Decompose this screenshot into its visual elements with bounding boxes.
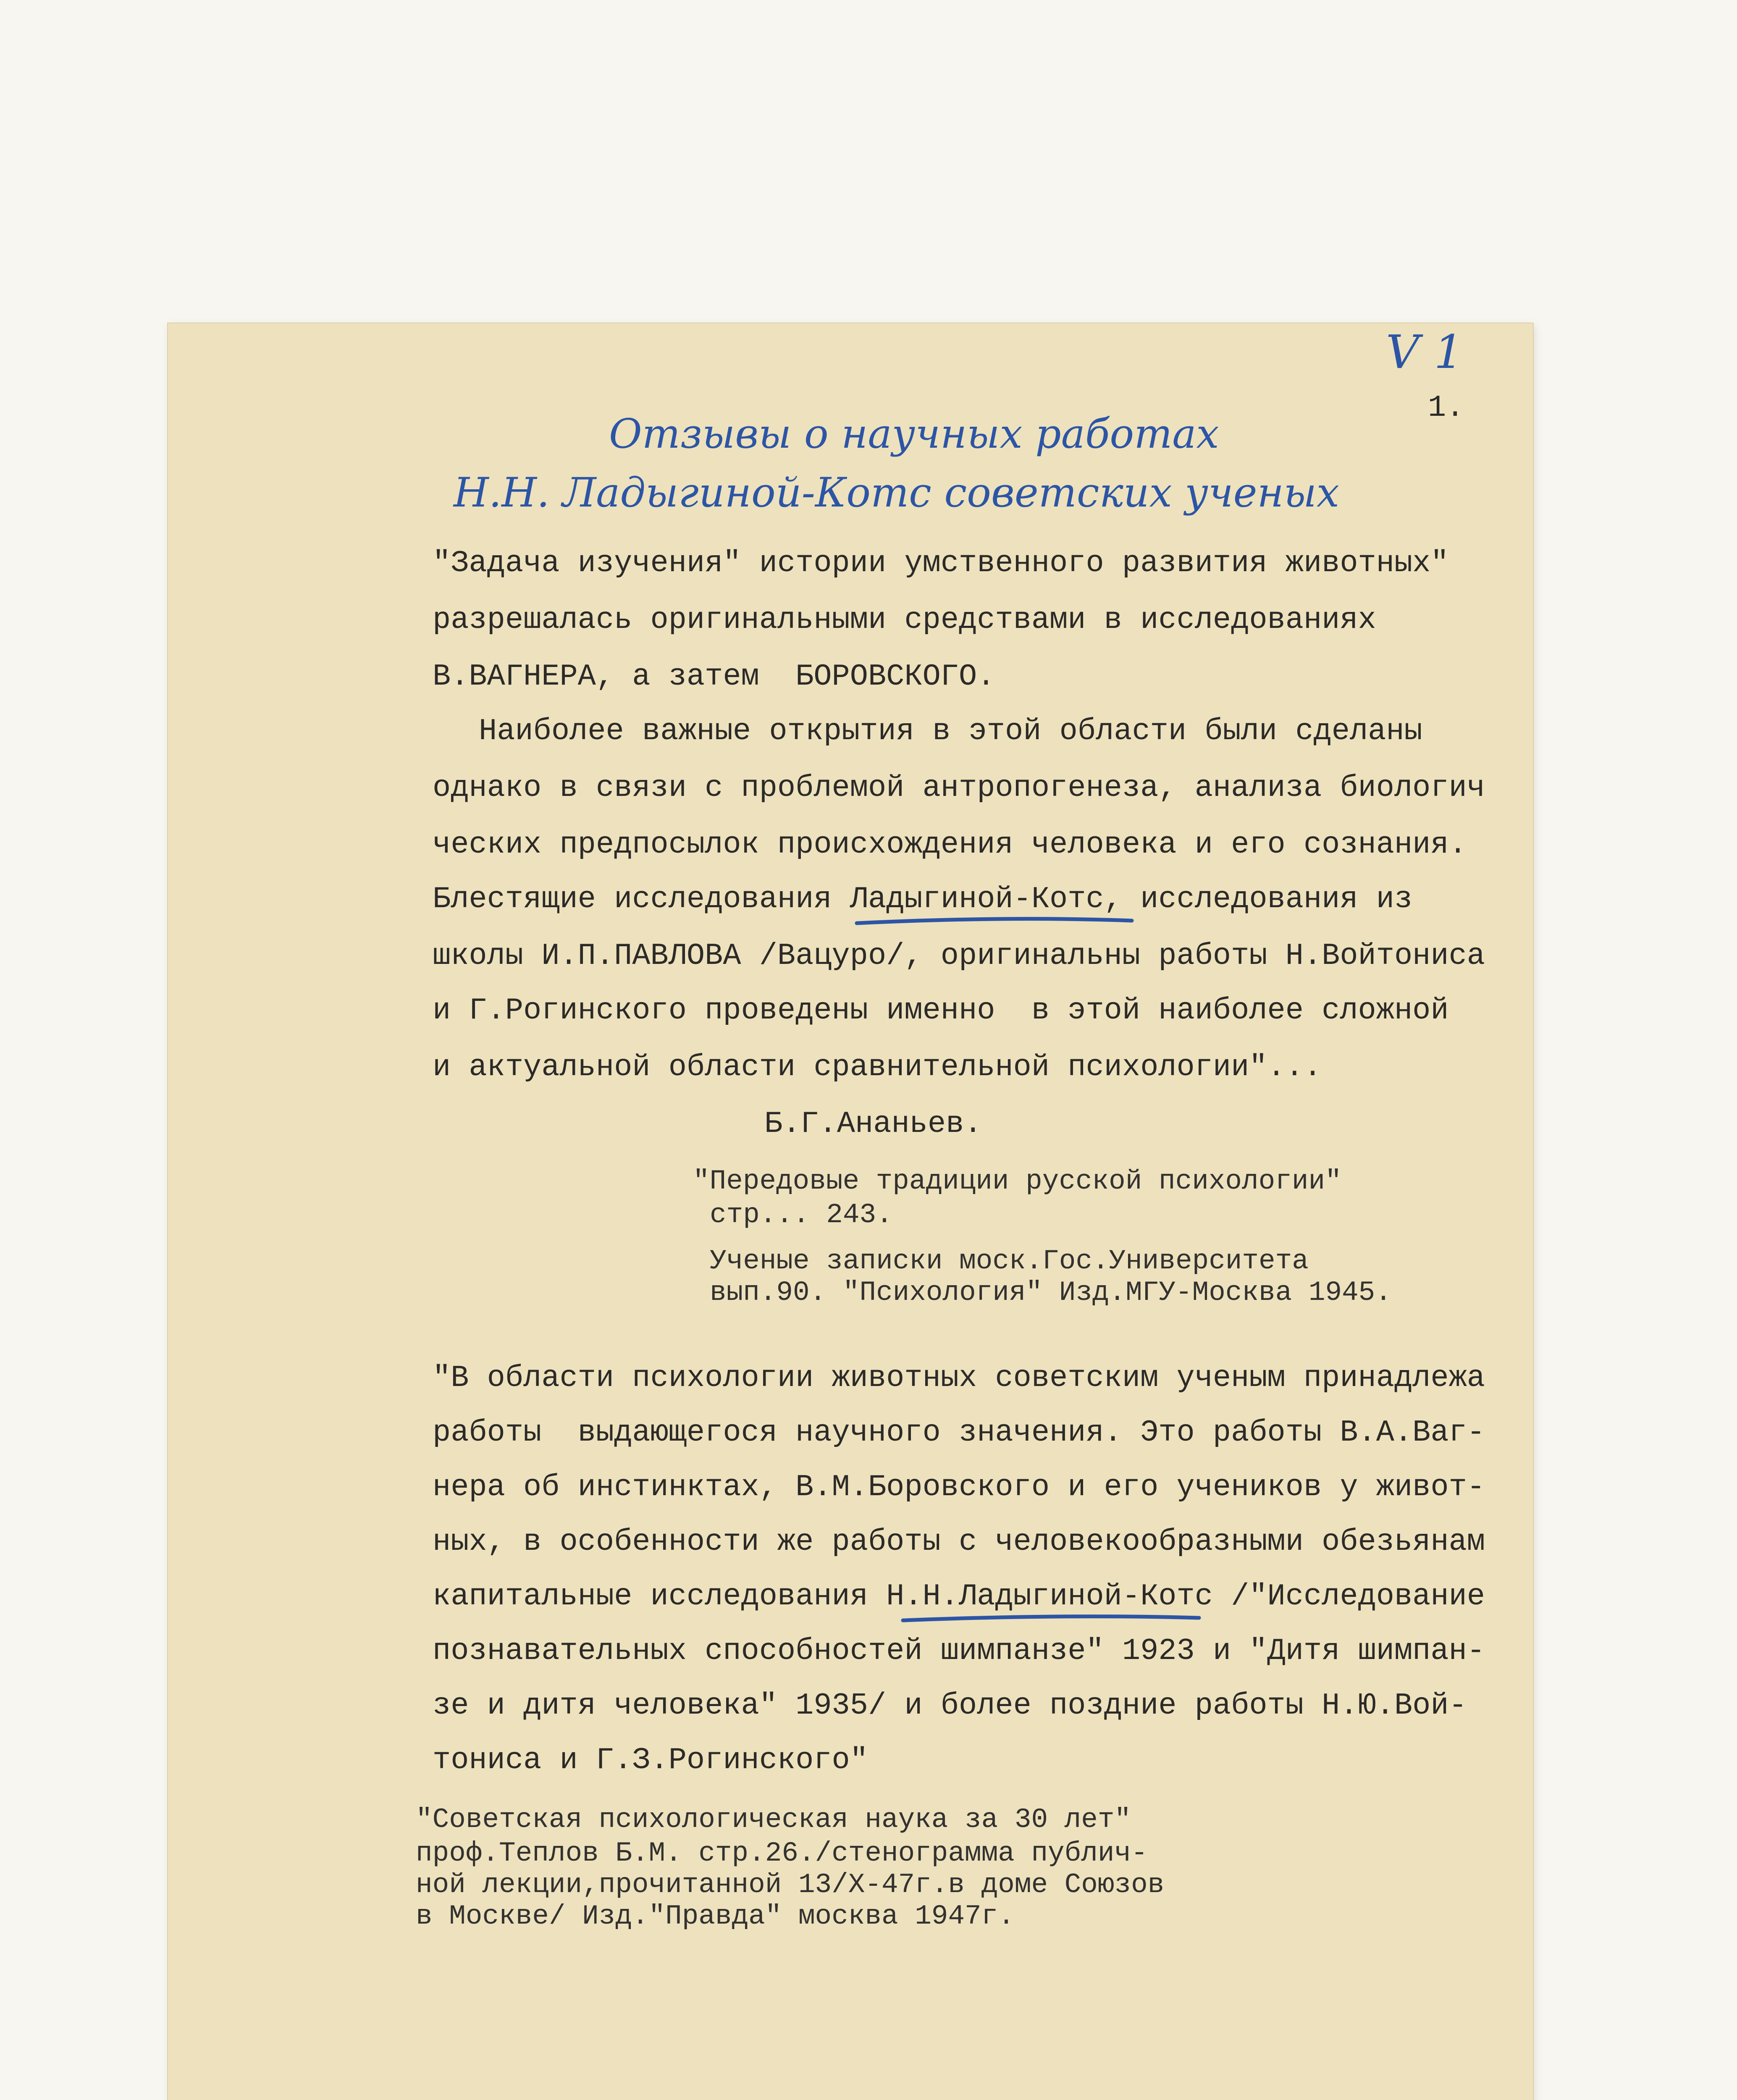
quote-1-line: и Г.Рогинского проведены именно в этой наиболее сложной <box>433 993 1449 1028</box>
quote-1-source-line: Ученые записки моск.Гос.Университета <box>710 1245 1309 1277</box>
quote-2-source-line: проф.Теплов Б.М. стр.26./стенограмма публич- <box>416 1838 1148 1869</box>
quote-2-line: тониса и Г.З.Рогинского" <box>433 1743 868 1777</box>
corner-mark: V 1 <box>1386 325 1464 379</box>
quote-1-line: разрешалась оригинальными средствами в исследованиях <box>433 603 1376 637</box>
quote-1-line: В.ВАГНЕРА, а затем БОРОВСКОГО. <box>433 659 995 694</box>
underline-mark <box>857 919 1132 923</box>
quote-1-line: Блестящие исследования Ладыгиной-Котс, исследования из <box>433 882 1413 916</box>
handwritten-title-line-1: Отзывы о научных работах <box>609 410 1219 457</box>
quote-1-source-line: стр... 243. <box>710 1199 893 1231</box>
quote-1-line: и актуальной области сравнительной психологии"... <box>433 1050 1322 1084</box>
quote-2-line: работы выдающегося научного значения. Это работы В.А.Ваг- <box>433 1415 1485 1450</box>
quote-2-line: капитальные исследования Н.Н.Ладыгиной-Котс /"Исследование <box>433 1579 1485 1614</box>
quote-1-line: ческих предпосылок происхождения человека и его сознания. <box>433 827 1467 862</box>
quote-2-line: зе и дитя человека" 1935/ и более поздние работы Н.Ю.Вой- <box>433 1688 1467 1723</box>
quote-1-line: школы И.П.ПАВЛОВА /Вацуро/, оригинальны работы Н.Войтониса <box>433 939 1485 973</box>
handwritten-title-line-2: Н.Н. Ладыгиной-Котс советских ученых <box>454 469 1340 516</box>
quote-2-line: нера об инстинктах, В.М.Боровского и его учеников у живот- <box>433 1470 1485 1504</box>
quote-1-line: однако в связи с проблемой антропогенеза, анализа биологич <box>433 771 1485 805</box>
quote-2-source-line: "Советская психологическая наука за 30 лет" <box>416 1804 1131 1835</box>
quote-2-source-line: ной лекции,прочитанной 13/X-47г.в доме Союзов <box>416 1869 1165 1900</box>
quote-1-source-line: вып.90. "Психология" Изд.МГУ-Москва 1945. <box>710 1277 1392 1308</box>
quote-1-author: Б.Г.Ананьев. <box>764 1107 982 1141</box>
underline-mark <box>903 1617 1199 1620</box>
quote-2-line: познавательных способностей шимпанзе" 1923 и "Дитя шимпан- <box>433 1634 1485 1668</box>
quote-1-line: Наиболее важные открытия в этой области были сделаны <box>479 714 1422 748</box>
quote-2-source-line: в Москве/ Изд."Правда" москва 1947г. <box>416 1900 1015 1932</box>
quote-1-line: "Задача изучения" истории умственного развития животных" <box>433 546 1449 580</box>
quote-2-line: "В области психологии животных советским ученым принадлежа <box>433 1361 1485 1395</box>
quote-2-line: ных, в особенности же работы с человекообразными обезьянам <box>433 1525 1485 1559</box>
quote-1-source-line: "Передовые традиции русской психологии" <box>693 1166 1342 1197</box>
page-number: 1. <box>1428 391 1464 425</box>
